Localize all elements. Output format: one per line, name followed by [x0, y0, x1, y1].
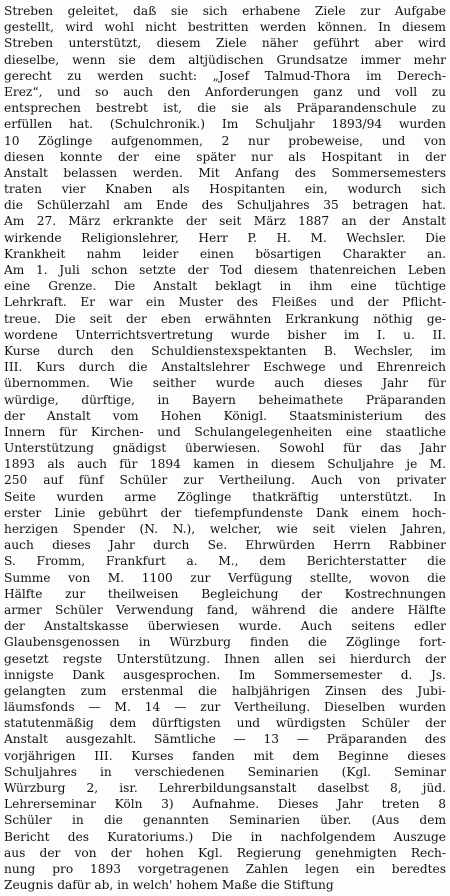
text-line: III. Kurs durch die Anstaltslehrer Eschwege und Ehrenreich — [4, 360, 446, 375]
text-line: übernommen. Wie seither wurde auch dieses Jahr für — [4, 376, 446, 391]
text-line: der Anstaltskasse überwiesen wurde. Auch seitens edler — [4, 619, 446, 634]
text-line: Unterstützung gnädigst überwiesen. Sowohl für das Jahr — [4, 441, 446, 456]
text-line: Zeugnis dafür ab, in welch' hohem Maße die Stiftung — [4, 878, 334, 893]
text-line: Erez“, und so auch den Anforderungen ganz und voll zu — [4, 84, 446, 99]
text-line: wirkende Religionslehrer, Herr P. H. M. Wechsler. Die — [4, 230, 446, 245]
text-line: treue. Die seit der eben erwähnten Erkrankung nöthig ge- — [4, 311, 446, 326]
text-line: würdige, dürftige, in Bayern beheimathete Präparanden — [4, 392, 446, 407]
text-line: Am 27. März erkrankte der seit März 1887 an der Anstalt — [4, 214, 446, 229]
text-line: wordene Unterrichtsvertretung wurde bisher im I. u. II. — [4, 327, 446, 342]
text-line: Würzburg 2, isr. Lehrerbildungsanstalt daselbst 8, jüd. — [4, 781, 446, 795]
text-line: 250 auf fünf Schüler zur Vertheilung. Auch von privater — [4, 473, 446, 488]
text-line: die Schülerzahl am Ende des Schuljahres 35 betragen hat. — [4, 198, 446, 213]
text-line: nung pro 1893 vorgetragenen Zahlen legen ein beredtes — [4, 861, 446, 876]
text-line: gestellt, wird wohl nicht bestritten werden können. In diesem — [4, 20, 446, 35]
text-line: gesetzt regste Unterstützung. Ihnen allen sei hierdurch der — [4, 651, 446, 666]
text-line: 1893 als auch für 1894 kamen in diesem Schuljahre je M. — [4, 457, 446, 472]
text-line: erfüllen hat. (Schulchronik.) Im Schuljahr 1893/94 wurden — [4, 117, 446, 132]
text-line: S. Fromm, Frankfurt a. M., dem Berichterstatter die — [4, 554, 446, 569]
text-line: Streben geleitet, daß sie sich erhabene Ziele zur Aufgabe — [4, 4, 446, 18]
text-line: Summe von M. 1100 zur Verfügung stellte, wovon die — [4, 570, 446, 585]
text-line: Bericht des Kuratoriums.) Die in nachfolgendem Auszuge — [4, 829, 446, 844]
text-line: diesen konnte der eine später nur als Hospitant in der — [4, 149, 446, 164]
text-line: Anstalt belassen werden. Mit Anfang des Sommersemesters — [4, 165, 446, 180]
text-line: entsprechen bestrebt ist, die sie als Präparandenschule zu — [4, 101, 446, 116]
text-line: Streben unterstützt, diesem Ziele näher geführt aber wird — [4, 36, 446, 51]
text-line: 10 Zöglinge aufgenommen, 2 nur probeweise, und von — [4, 133, 446, 148]
text-line: Am 1. Juli schon setzte der Tod diesem thatenreichen Leben — [4, 263, 446, 277]
text-line: der Anstalt vom Hohen Königl. Staatsministerium des — [4, 408, 446, 423]
text-line: läumsfonds — M. 14 — zur Vertheilung. Dieselben wurden — [4, 700, 446, 715]
text-line: vorjährigen III. Kurses fanden mit dem Beginne dieses — [4, 748, 446, 763]
text-line: Innern für Kirchen- und Schulangelegenheiten eine staatliche — [4, 424, 446, 439]
text-line: Lehrerseminar Köln 3) Aufnahme. Dieses Jahr treten 8 — [4, 797, 446, 812]
text-line: auch dieses Jahr durch Se. Ehrwürden Herrn Rabbiner — [4, 538, 446, 553]
text-line: statutenmäßig dem dürftigsten und würdigsten Schüler der — [4, 716, 446, 731]
body-text — [4, 3, 446, 893]
text-line: Seite wurden arme Zöglinge thatkräftig unterstützt. In — [4, 489, 446, 504]
text-line: armer Schüler Verwendung fand, während die andere Hälfte — [4, 602, 446, 617]
text-line: dieselbe, wenn sie dem altjüdischen Grundsatze immer mehr — [4, 52, 446, 67]
text-line: gerecht zu werden sucht: „Josef Talmud-Thora im Derech- — [4, 68, 446, 83]
text-line: Anstalt ausgezahlt. Sämtliche — 13 — Präparanden des — [4, 732, 446, 747]
text-line: Kurse durch den Schuldienstexspektanten B. Wechsler, im — [4, 343, 446, 358]
text-line: gelangten zum erstenmal die halbjährigen Zinsen des Jubi- — [4, 683, 446, 698]
text-line: Schuljahres in verschiedenen Seminarien (Kgl. Seminar — [4, 764, 446, 779]
text-line: eine Grenze. Die Anstalt beklagt in ihm eine tüchtige — [4, 279, 446, 294]
text-line: Glaubensgenossen in Würzburg finden die Zöglinge fort- — [4, 635, 446, 650]
text-line: aus der von der hohen Kgl. Regierung genehmigten Rech- — [4, 845, 446, 860]
text-line: herzigen Spender (N. N.), welcher, wie seit vielen Jahren, — [4, 522, 446, 536]
text-line: Schüler in die genannten Seminarien über. (Aus dem — [4, 813, 446, 828]
text-line: Hälfte zur theilweisen Begleichung der Kostrechnungen — [4, 586, 446, 601]
text-line: Krankheit nahm leider einen bösartigen Charakter an. — [4, 246, 446, 261]
text-line: erster Linie gebührt der tiefempfundenste Dank einem hoch- — [4, 505, 446, 520]
text-line: innigste Dank ausgesprochen. Im Sommersemester d. Js. — [4, 667, 446, 682]
text-line: traten vier Knaben als Hospitanten ein, wodurch sich — [4, 182, 446, 197]
text-line: Lehrkraft. Er war ein Muster des Fleißes und der Pflicht- — [4, 295, 446, 310]
